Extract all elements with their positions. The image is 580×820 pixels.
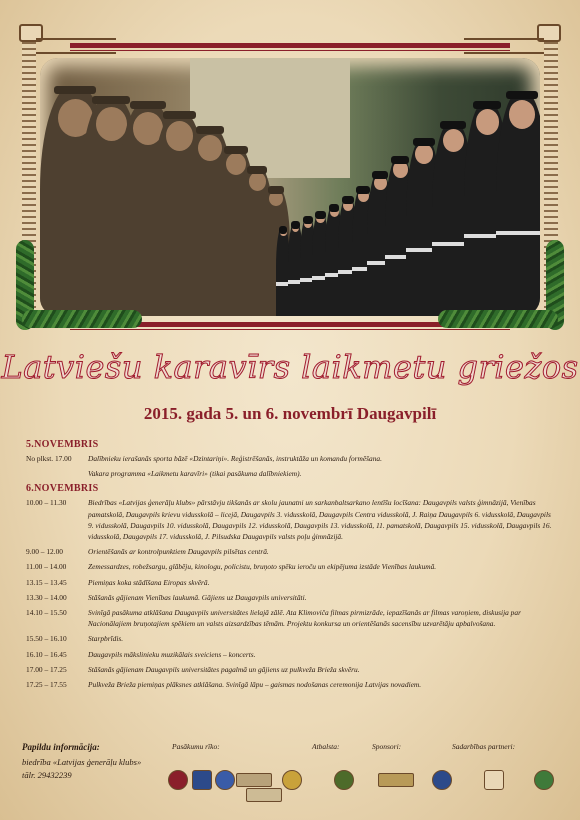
- support-logo-icon: [334, 770, 354, 790]
- schedule-row: [26, 664, 556, 675]
- cap-shape: [473, 101, 501, 109]
- partners-label: Sadarbības partneri:: [452, 742, 516, 751]
- schedule-time: 9.00 – 12.00: [26, 547, 63, 557]
- poster-title: Latviešu karavīrs laikmetu griežos: [1, 348, 579, 386]
- face-shape: [509, 100, 535, 129]
- cap-shape: [372, 171, 388, 179]
- belt-shape: [496, 231, 540, 235]
- schedule-description: Zemessardzes, robežsargu, glābēju, kinologu, policistu, bruņoto spēku ieroču un ekipējuma izstāde Vienības laukumā.: [88, 562, 437, 572]
- cap-shape: [130, 101, 166, 109]
- schedule-description: Stāšanās gājienam Daugavpils universitātes pagalmā un gājiens uz pulkveža Brieža skvēru.: [88, 664, 360, 674]
- schedule-row: [26, 679, 556, 690]
- day-heading: 5.NOVEMBRIS: [26, 439, 99, 450]
- schedule-time: 17.25 – 17.55: [26, 680, 67, 690]
- cap-shape: [196, 126, 225, 134]
- cap-shape: [391, 156, 409, 164]
- day-section: [26, 439, 556, 479]
- organizer-logo-icon: [282, 770, 302, 790]
- sponsors-label: Sponsori:: [372, 742, 402, 751]
- pine-branch-left: [22, 310, 142, 328]
- schedule-time: 10.00 – 11.30: [26, 498, 67, 508]
- cap-shape: [224, 146, 248, 154]
- schedule-time: No plkst. 17.00: [26, 454, 72, 463]
- schedule-description: Dalībnieku ierašanās sporta bāzē «Dzintariņi». Reģistrēšanās, instruktāža un komandu formēšana.: [88, 454, 382, 463]
- schedule-time: 17.00 – 17.25: [26, 664, 67, 674]
- schedule-description: Biedrības «Latvijas ģenerāļu klubs» pārstāvju tikšanās ar skolu jaunatni un sarkanbaltsarkano lentīšu locīšana: Daugavpils valsts ģimnāzijā, Vienības pamatskolā, Daugavpils krievu vidusskolā – licejā, Daugavpils 3. vidusskolā, Daugavpils Centra vidusskolā, J. Raiņa Daugavpils 6. vidusskolā, Daugavpils 9. vidusskolā, Daugavpils 10. vidusskolā, Daugavpils 12. vidusskolā, Daugavpils 13. vidusskolā, 11. pamatskolā, Daugavpils 15. vidusskolā, Daugavpils 16. vidusskolā, Daugavpils 17. vidusskolā, J. Pilsudska Daugavpils valsts poļu ģimnāzijā.: [88, 498, 552, 542]
- soldier-figure: [496, 91, 540, 316]
- cap-shape: [440, 121, 465, 129]
- day-heading: 6.NOVEMBRIS: [26, 483, 99, 495]
- schedule-description: Vakara programma «Laikmetu karavīri» (tikai pasākuma dalībniekiem).: [88, 469, 302, 479]
- organizer-logo-icon: [192, 770, 212, 790]
- support-label: Atbalsta:: [312, 742, 340, 751]
- cap-shape: [247, 166, 267, 174]
- schedule-time: 13.15 – 13.45: [26, 577, 67, 587]
- schedule-description: Pulkveža Brieža piemiņas plāksnes atklāšana. Svinīgā lāpu – gaismas nodošanas ceremonija Latvijas novadiem.: [88, 680, 422, 690]
- top-flag-band: [70, 43, 510, 48]
- face-shape: [249, 172, 266, 191]
- organizer-logo-icon: [246, 788, 282, 802]
- top-flag-band-line: [70, 50, 510, 51]
- face-shape: [443, 129, 464, 152]
- partner-logo-icon: [484, 770, 504, 790]
- schedule-row: [26, 546, 556, 557]
- contact-heading: Papildu informācija:: [22, 742, 100, 752]
- cap-shape: [413, 138, 435, 146]
- cap-shape: [54, 86, 96, 94]
- organizer-logo-icon: [215, 770, 235, 790]
- cap-shape: [92, 96, 129, 104]
- face-shape: [226, 153, 246, 175]
- face-shape: [198, 135, 222, 161]
- face-shape: [166, 121, 194, 151]
- schedule-row: [26, 592, 556, 603]
- schedule-time: 11.00 – 14.00: [26, 562, 67, 572]
- cap-shape: [329, 204, 340, 212]
- contact-info: [22, 742, 182, 782]
- cap-shape: [279, 226, 287, 234]
- face-shape: [415, 144, 433, 164]
- organizer-logo-icon: [168, 770, 188, 790]
- sponsor-logo-icon: [432, 770, 452, 790]
- partner-logo-icon: [534, 770, 554, 790]
- contact-phone: tālr. 29432239: [22, 770, 72, 780]
- schedule-time: 13.30 – 14.00: [26, 592, 67, 602]
- face-shape: [96, 107, 127, 141]
- schedule: [26, 436, 556, 694]
- pine-branch-right: [438, 310, 558, 328]
- schedule-row: [26, 497, 556, 542]
- schedule-time: 16.10 – 16.45: [26, 649, 67, 659]
- soldiers-photo: [40, 58, 540, 316]
- schedule-time: 15.50 – 16.10: [26, 634, 67, 644]
- schedule-description: Orientēšanās ar kontrolpunktiem Daugavpils pilsētas centrā.: [88, 547, 269, 557]
- cap-shape: [342, 196, 354, 204]
- organizers-label: Pasākumu rīko:: [172, 742, 220, 751]
- schedule-row: [26, 649, 556, 660]
- cap-shape: [506, 91, 537, 99]
- cap-shape: [356, 186, 369, 194]
- schedule-time: [26, 468, 88, 479]
- schedule-row: [26, 577, 556, 588]
- cap-shape: [268, 186, 285, 194]
- bottom-flag-band-line: [70, 329, 510, 330]
- cap-shape: [315, 211, 325, 219]
- cap-shape: [163, 111, 196, 119]
- schedule-row: [26, 607, 556, 629]
- schedule-description: Svinīgā pasākuma atklāšana Daugavpils universitātes lielajā zālē. Ata Klimoviča filmas pirmizrāde, iepazīšanās ar filmas varoņiem, diskusija par Nacionālajiem bruņotajiem spēkiem un valsts aizsardzības tēmām. Projektu konkursa un orientēšanās sacensību uzvarētāju apbalvošana.: [88, 608, 521, 629]
- event-date-location: 2015. gada 5. un 6. novembrī Daugavpilī: [143, 404, 437, 423]
- schedule-row: [26, 453, 556, 464]
- schedule-time: 14.10 – 15.50: [26, 608, 67, 618]
- sponsor-logo-icon: [378, 773, 414, 787]
- organizer-logo-icon: [236, 773, 272, 787]
- schedule-description: Stāšanās gājienam Vienības laukumā. Gājiens uz Daugavpils universitāti.: [88, 592, 307, 602]
- schedule-description: Starpbrīdis.: [88, 634, 124, 644]
- face-shape: [476, 109, 499, 134]
- schedule-row: [26, 468, 556, 479]
- schedule-row: [26, 561, 556, 572]
- contact-organization: biedrība «Latvijas ģenerāļu klubs»: [22, 757, 142, 767]
- cap-shape: [291, 221, 300, 229]
- schedule-description: Piemiņas koka stādīšana Eiropas skvērā.: [88, 577, 210, 587]
- cap-shape: [303, 216, 313, 224]
- schedule-row: [26, 633, 556, 644]
- schedule-description: Daugavpils mākslinieku muzikālais sveiciens – koncerts.: [88, 649, 256, 659]
- day-section: [26, 483, 556, 690]
